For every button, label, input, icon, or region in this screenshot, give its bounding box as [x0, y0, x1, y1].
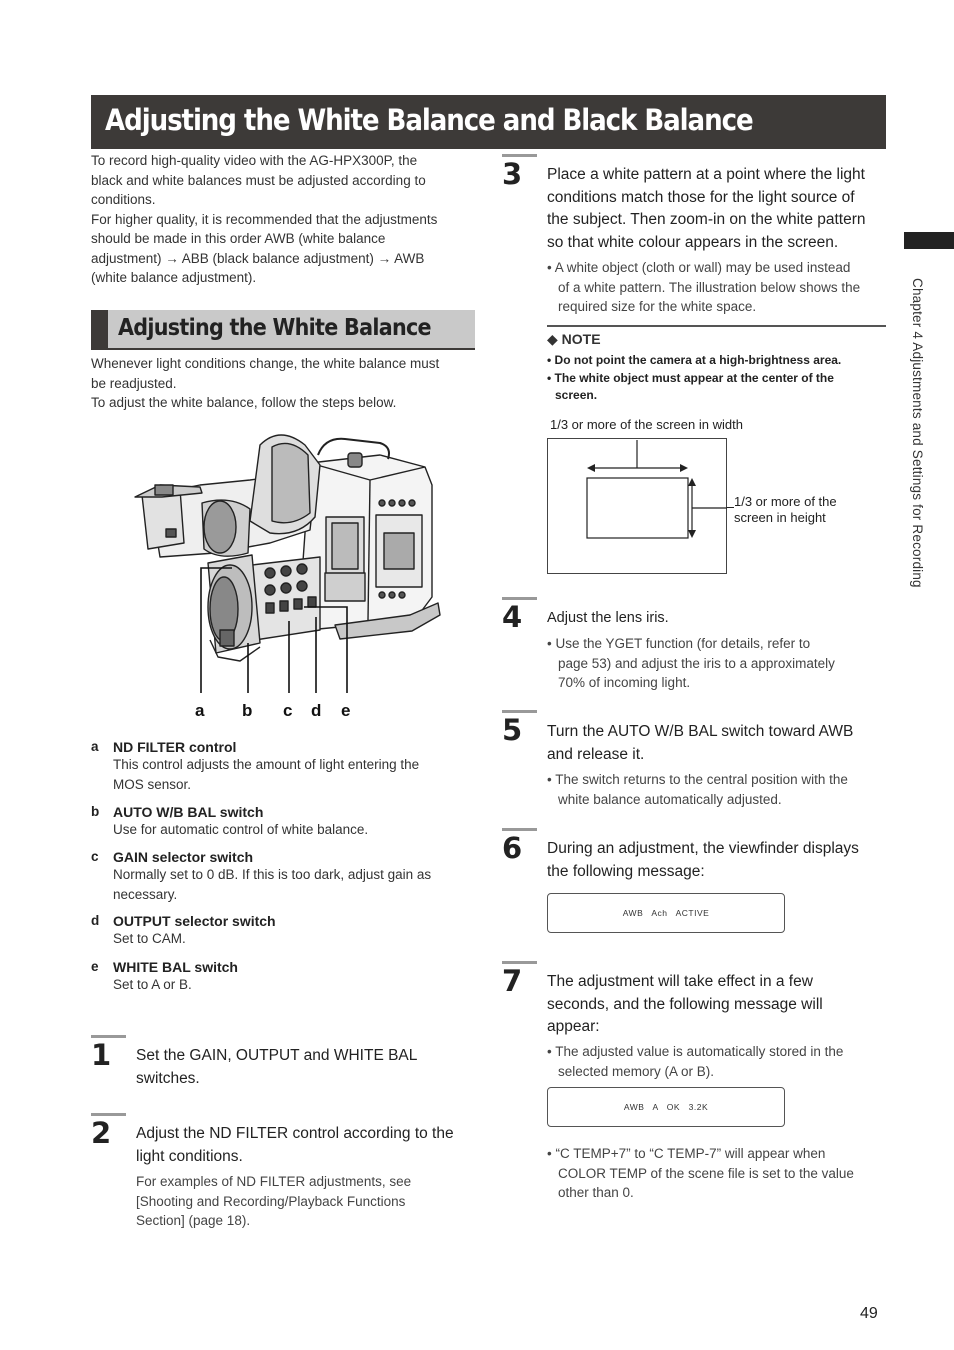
- item-letter: c: [91, 849, 99, 864]
- message-text: AWB A OK 3.2K: [623, 1102, 709, 1112]
- page-title: Adjusting the White Balance and Black Balance: [105, 103, 753, 137]
- item-letter: d: [91, 913, 100, 928]
- step-3-bullet: [547, 258, 887, 317]
- intro-line: black and white balances must be adjusted according to: [91, 172, 426, 188]
- step-text-line: The adjustment will take effect in a few: [547, 973, 813, 990]
- callout-b: b: [242, 701, 253, 720]
- bullet-line: • A white object (cloth or wall) may be used instead: [547, 260, 851, 275]
- bullet-line: selected memory (A or B).: [558, 1063, 715, 1079]
- item-title: WHITE BAL switch: [113, 959, 238, 975]
- step-7-bullet-2: [547, 1144, 887, 1203]
- step-text-line: conditions match those for the light source of: [547, 188, 855, 206]
- step-text-line: seconds, and the following message will: [547, 995, 823, 1013]
- intro-paragraph: [91, 151, 481, 288]
- bullet-line: required size for the white space.: [558, 299, 757, 314]
- step-text-line: Place a white pattern at a point where the light: [547, 166, 865, 183]
- section-intro-line: To adjust the white balance, follow the steps below.: [91, 395, 397, 410]
- bullet-line: COLOR TEMP of the scene file is set to the value: [558, 1165, 854, 1181]
- section-intro-line: Whenever light conditions change, the white balance must: [91, 356, 440, 371]
- item-desc: Normally set to 0 dB. If this is too dark, adjust gain as: [113, 867, 432, 882]
- step-text-line: so that white colour appears in the screen.: [547, 233, 839, 251]
- step-text-line: the subject. Then zoom-in on the white pattern: [547, 211, 866, 228]
- note-rule: [547, 325, 886, 327]
- diagram-width-label: 1/3 or more of the screen in width: [550, 417, 743, 432]
- step-2-text: [136, 1123, 481, 1168]
- item-desc: MOS sensor.: [113, 776, 192, 792]
- camera-illustration: [120, 425, 450, 700]
- step-text-line: switches.: [136, 1069, 200, 1087]
- step-1-text: [136, 1045, 476, 1090]
- bullet-line: • Use the YGET function (for details, refer to: [547, 636, 811, 651]
- step-7-number: 7: [502, 964, 523, 998]
- note-line: • Do not point the camera at a high-brightness area.: [547, 353, 842, 367]
- callout-c: c: [283, 701, 293, 720]
- item-title: AUTO W/B BAL switch: [113, 804, 264, 820]
- height-label-line: screen in height: [734, 510, 826, 525]
- height-label-line: 1/3 or more of the: [734, 494, 837, 509]
- chapter-side-label: Chapter 4 Adjustments and Settings for Recording: [910, 278, 925, 588]
- item-desc: Use for automatic control of white balance.: [113, 822, 369, 837]
- viewfinder-message-ok: [547, 1087, 785, 1127]
- step-text-line: During an adjustment, the viewfinder displays: [547, 840, 859, 857]
- intro-line: conditions.: [91, 192, 156, 207]
- white-area-diagram: [547, 438, 727, 574]
- item-title: ND FILTER control: [113, 739, 237, 755]
- item-letter: e: [91, 959, 99, 974]
- viewfinder-message-active: [547, 893, 785, 933]
- step-7-bullet: [547, 1042, 887, 1081]
- intro-line: should be made in this order AWB (white balance: [91, 231, 386, 246]
- bullet-line: page 53) and adjust the iris to a approximately: [558, 655, 835, 671]
- section-heading: [91, 310, 475, 350]
- diagram-height-connector: [727, 507, 734, 508]
- note-body: [547, 352, 887, 405]
- step-2-number: 2: [91, 1116, 112, 1150]
- intro-line: (white balance adjustment).: [91, 270, 257, 285]
- step-1-number: 1: [91, 1038, 112, 1072]
- bullet-line: 70% of incoming light.: [558, 675, 691, 690]
- bullet-line: • The adjusted value is automatically stored in the: [547, 1044, 844, 1059]
- intro-line: To record high-quality video with the AG-HPX300P, the: [91, 153, 418, 168]
- bullet-line: • “C TEMP+7” to “C TEMP-7” will appear when: [547, 1146, 826, 1161]
- step-text-line: the following message:: [547, 862, 705, 880]
- bullet-line: of a white pattern. The illustration below shows the: [558, 279, 861, 295]
- step-5-text: [547, 721, 887, 766]
- callout-a: a: [195, 701, 205, 720]
- callout-d: d: [311, 701, 322, 720]
- page-title-bar: [91, 95, 886, 149]
- note-heading: ◆ NOTE: [547, 331, 601, 347]
- step-4-text: Adjust the lens iris.: [547, 610, 669, 626]
- bullet-line: white balance automatically adjusted.: [558, 791, 782, 807]
- step-3-number: 3: [502, 157, 523, 191]
- step-6-number: 6: [502, 831, 523, 865]
- step-2-subtext: [136, 1172, 476, 1231]
- item-desc: Set to A or B.: [113, 977, 192, 992]
- step-text-line: appear:: [547, 1018, 600, 1035]
- step-text-line: Adjust the ND FILTER control according to the: [136, 1125, 454, 1142]
- step-text-line: and release it.: [547, 745, 645, 763]
- section-intro: [91, 354, 481, 413]
- intro-line: adjustment) → ABB (black balance adjustment) → AWB: [91, 250, 425, 266]
- step-5-number: 5: [502, 713, 523, 747]
- item-desc: necessary.: [113, 886, 178, 902]
- item-desc: Set to CAM.: [113, 931, 186, 946]
- item-desc: This control adjusts the amount of light entering the: [113, 757, 420, 772]
- subtext-line: Section] (page 18).: [136, 1213, 251, 1228]
- intro-line: For higher quality, it is recommended that the adjustments: [91, 211, 438, 227]
- section-heading-bar: [91, 310, 108, 348]
- step-4-bullet: [547, 634, 887, 693]
- chapter-tab-marker: [904, 232, 954, 249]
- diagram-height-label: [734, 494, 837, 526]
- page-number: 49: [860, 1305, 878, 1322]
- step-text-line: light conditions.: [136, 1147, 243, 1165]
- subtext-line: For examples of ND FILTER adjustments, see: [136, 1174, 412, 1189]
- step-5-bullet: [547, 770, 887, 809]
- step-6-text: [547, 838, 887, 883]
- item-title: OUTPUT selector switch: [113, 913, 276, 929]
- bullet-line: other than 0.: [558, 1185, 634, 1200]
- step-3-text: [547, 164, 887, 254]
- item-letter: b: [91, 804, 100, 819]
- step-4-number: 4: [502, 600, 523, 634]
- step-7-text: [547, 971, 887, 1039]
- item-letter: a: [91, 739, 99, 754]
- step-text-line: Turn the AUTO W/B BAL switch toward AWB: [547, 723, 854, 740]
- note-line: • The white object must appear at the center of the: [547, 370, 834, 385]
- note-line: screen.: [555, 388, 598, 402]
- callout-e: e: [341, 701, 351, 720]
- message-text: AWB Ach ACTIVE: [622, 908, 710, 918]
- section-title: Adjusting the White Balance: [118, 315, 431, 341]
- subtext-line: [Shooting and Recording/Playback Functions: [136, 1193, 406, 1209]
- item-title: GAIN selector switch: [113, 849, 254, 865]
- section-intro-line: be readjusted.: [91, 375, 177, 391]
- step-text-line: Set the GAIN, OUTPUT and WHITE BAL: [136, 1047, 418, 1064]
- bullet-line: • The switch returns to the central position with the: [547, 772, 848, 787]
